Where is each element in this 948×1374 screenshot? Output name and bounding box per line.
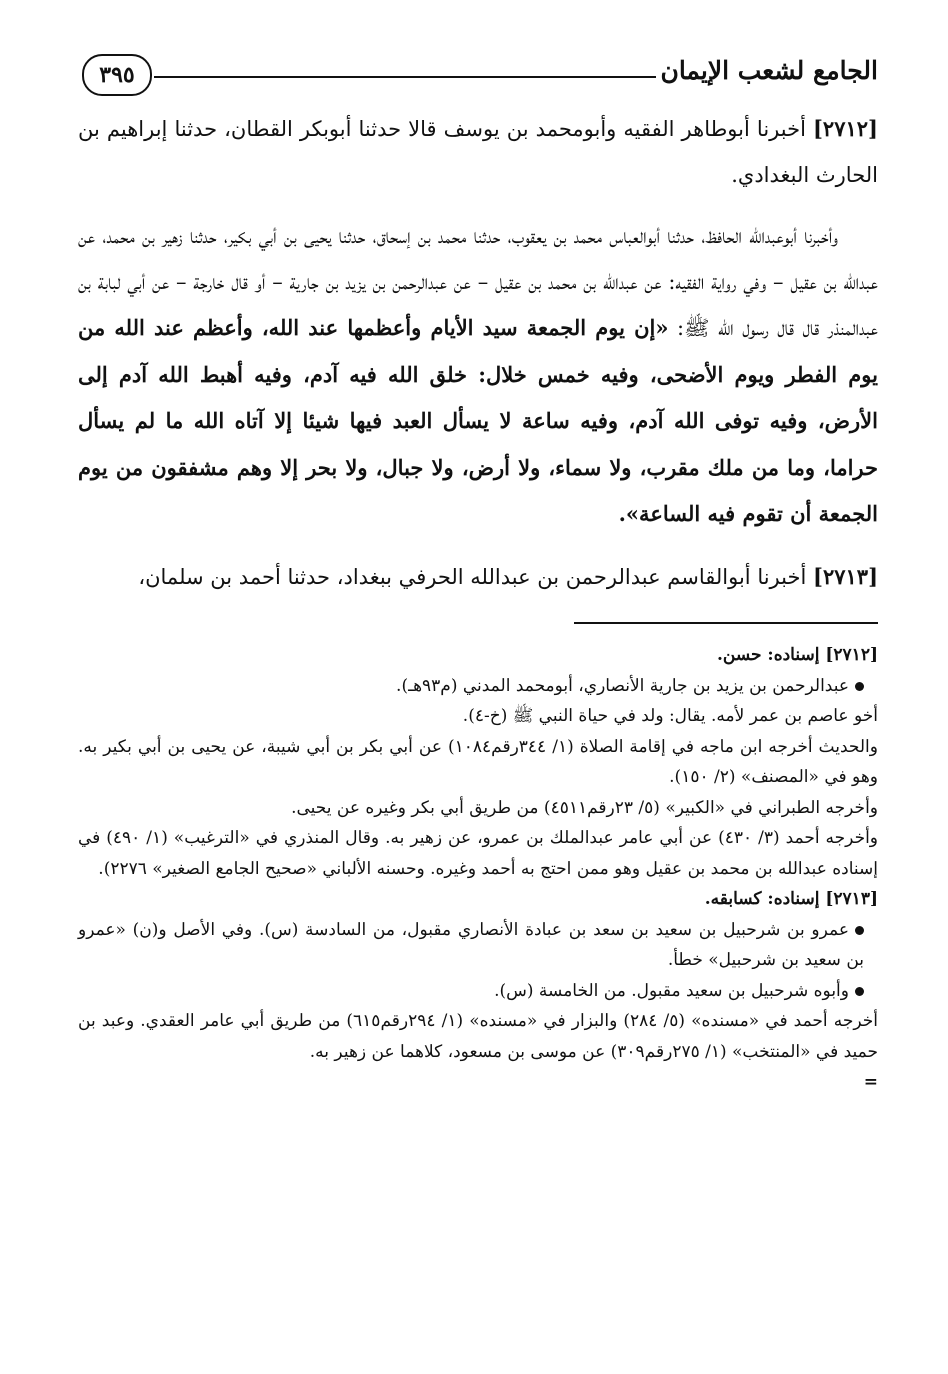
footnote-line: أخو عاصم بن عمر لأمه. يقال: ولد في حياة النبي ﷺ (خ-٤). (462, 706, 878, 726)
footnote-bullet-item (78, 671, 878, 702)
running-title: الجامع لشعب الإيمان (660, 56, 878, 85)
hadith-entry-2713 (78, 554, 878, 601)
footnote-paragraph: والحديث أخرجه ابن ماجه في إقامة الصلاة (١/ ٣٤٤رقم١٠٨٤) عن أبي بكر بن أبي شيبة، عن يحيى بن أبي بكير به. وهو في «المصنف» (٢/ ١٥٠). (78, 736, 878, 787)
header-rule (154, 76, 656, 78)
bullet-dot-icon (855, 682, 864, 691)
hadith-matn: «إن يوم الجمعة سيد الأيام وأعظمها عند الله، وأعظم عند الله من يوم الفطر ويوم الأضحى، وفيه خمس خلال: خلق الله فيه آدم، وفيه أهبط الله آدم إلى الأرض، وفيه توفى الله آدم، وفيه ساعة لا يسأل العبد فيها شيئا إلا آتاه الله ما لم يسأل حراما، وما من ملك مقرب، ولا سماء، ولا أرض، ولا جبال، ولا بحر إلا وهم مشفقون من يوم الجمعة أن تقوم فيه الساعة». (78, 315, 878, 526)
entry-number: [٢٧١٣] (813, 563, 878, 589)
main-text (78, 106, 878, 600)
footnote-bullet-item (78, 915, 878, 976)
continuation-mark: = (863, 1072, 878, 1092)
isnad-text: أخبرنا أبوطاهر الفقيه وأبومحمد بن يوسف قالا حدثنا أبوبكر القطان، حدثنا إبراهيم بن الحارث البغدادي. (78, 117, 878, 187)
hadith-entry-2712 (78, 106, 878, 198)
footnote-paragraph: وأخرجه الطبراني في «الكبير» (٥/ ٢٣رقم٤٥١١) من طريق أبي بكر وغيره عن يحيى. (291, 797, 878, 818)
bullet-dot-icon (855, 926, 864, 935)
page-number: ٣٩٥ (82, 54, 152, 96)
footnote-paragraph: وأخرجه أحمد (٣/ ٤٣٠) عن أبي عامر عبدالملك بن عمرو، عن زهير به. وقال المنذري في «الترغيب» (١/ ٤٩٠) في إسناده عبدالله بن محمد بن عقيل وهو ممن احتج به أحمد وغيره. وحسنه الألباني «صحيح الجامع الصغير» ٢٢٧٦). (78, 828, 879, 879)
hadith-isnad-paragraph (78, 214, 878, 538)
footnote-text: أخرجه أحمد في «مسنده» (٥/ ٢٨٤) والبزار في «مسنده» (١/ ٢٩٤رقم٦١٥) من طريق أبي عامر العقدي. وعبد بن حميد في «المنتخب» (١/ ٢٧٥رقم٣٠٩) عن موسى بن مسعود، كلاهما عن زهير به. (78, 1011, 878, 1062)
footnote-bullet-item (78, 976, 878, 1007)
footnote-text: عمرو بن شرحبيل بن سعيد بن سعد بن عبادة الأنصاري مقبول، من السادسة (س). وفي الأصل و(ن) «عمرو بن سعيد بن شرحبيل» خطأ. (78, 919, 864, 970)
continuation-line (78, 1067, 878, 1098)
footnote-head: [٢٧١٢] إسناده: حسن. (716, 645, 878, 665)
isnad-text: وأخبرنا أبوعبدالله الحافظ، حدثنا أبوالعباس محمد بن يعقوب، حدثنا محمد بن إسحاق، حدثنا يحيى بن أبي بكير، حدثنا زهير بن محمد، عن عبدالله بن عقيل – وفي رواية الفقيه: عن عبدالله بن محمد بن عقيل – عن عبدالرحمن بن يزيد بن جارية – أو قال خارجة – عن أبي لبابة بن عبدالمنذر قال قال رسول الله ﷺ: (78, 224, 878, 340)
bullet-dot-icon (855, 987, 864, 996)
footnote-head: [٢٧١٣] إسناده: كسابقه. (704, 889, 878, 909)
footnote-text: وأبوه شرحبيل بن سعيد مقبول. من الخامسة (س). (494, 980, 849, 1001)
isnad-text: أخبرنا أبوالقاسم عبدالرحمن بن عبدالله الحرفي ببغداد، حدثنا أحمد بن سلمان، (138, 564, 807, 589)
entry-number: [٢٧١٢] (812, 116, 878, 141)
footnote-separator (574, 622, 878, 624)
footnote-text: عبدالرحمن بن يزيد بن جارية الأنصاري، أبومحمد المدني (م٩٣هـ). (396, 675, 849, 696)
footnotes (78, 640, 878, 1098)
page-header (78, 48, 878, 106)
footnote-paragraph (78, 1006, 878, 1067)
book-page (78, 48, 878, 1098)
